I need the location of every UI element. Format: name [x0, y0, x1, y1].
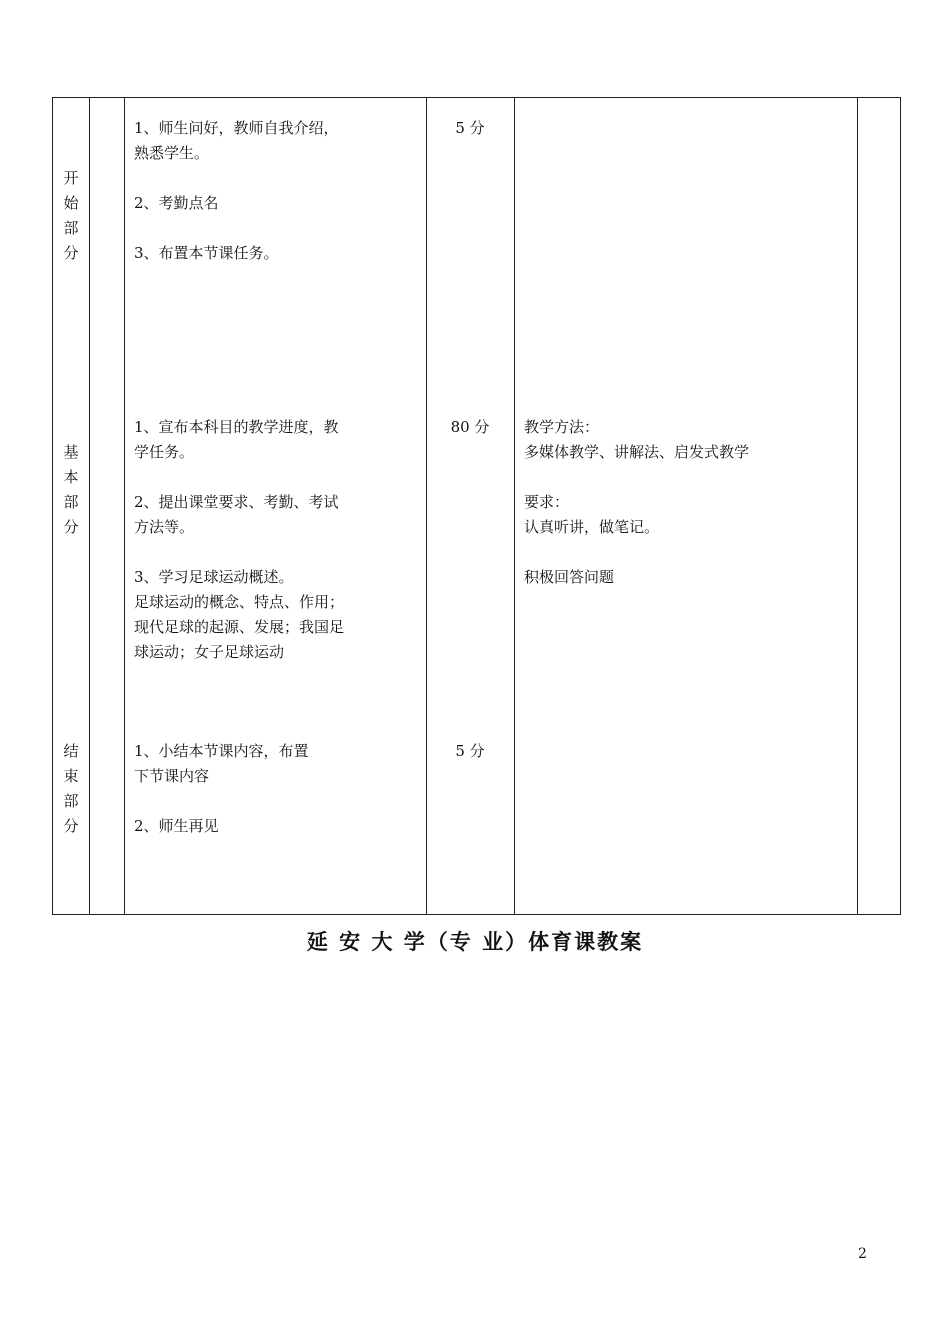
content-line: 足球运动的概念、特点、作用；: [134, 593, 345, 611]
content-line: 方法等。: [134, 518, 195, 536]
section-time-end: 5 分: [455, 742, 485, 760]
content-line: 下节课内容: [134, 767, 210, 785]
section-label-start: 开 始 部 分: [63, 169, 79, 262]
table-divider: [857, 97, 858, 915]
section-content-start: [134, 116, 339, 266]
content-line: 2、师生再见: [134, 817, 219, 835]
content-line: 熟悉学生。: [134, 144, 210, 162]
content-line: 1、师生问好，教师自我介绍，: [134, 119, 339, 137]
content-line: 1、宣布本科目的教学进度，教: [134, 418, 339, 436]
document-title: 延 安 大 学（专 业）体育课教案: [306, 930, 644, 954]
method-line: 要求：: [524, 493, 570, 511]
table-divider: [426, 97, 427, 915]
section-label-end: 结 束 部 分: [63, 742, 79, 835]
content-line: 2、考勤点名: [134, 194, 219, 212]
content-line: 3、学习足球运动概述。: [134, 568, 294, 586]
method-line: 积极回答问题: [524, 568, 615, 586]
section-time-basic: 80 分: [450, 418, 490, 436]
section-content-end: [134, 739, 309, 839]
content-line: 3、布置本节课任务。: [134, 244, 279, 262]
table-divider: [514, 97, 515, 915]
page-number: 2: [858, 1246, 867, 1262]
content-line: 现代足球的起源、发展；我国足: [134, 618, 345, 636]
table-divider: [124, 97, 125, 915]
method-line: 教学方法：: [524, 418, 600, 436]
content-line: 球运动；女子足球运动: [134, 643, 285, 661]
section-label-basic: 基 本 部 分: [63, 443, 79, 536]
section-method-basic: [524, 415, 749, 590]
content-line: 1、小结本节课内容，布置: [134, 742, 309, 760]
method-line: 多媒体教学、讲解法、启发式教学: [524, 443, 750, 461]
method-line: 认真听讲，做笔记。: [524, 518, 660, 536]
section-time-start: 5 分: [455, 119, 485, 137]
content-line: 学任务。: [134, 443, 195, 461]
content-line: 2、提出课堂要求、考勤、考试: [134, 493, 339, 511]
section-content-basic: [134, 415, 344, 665]
